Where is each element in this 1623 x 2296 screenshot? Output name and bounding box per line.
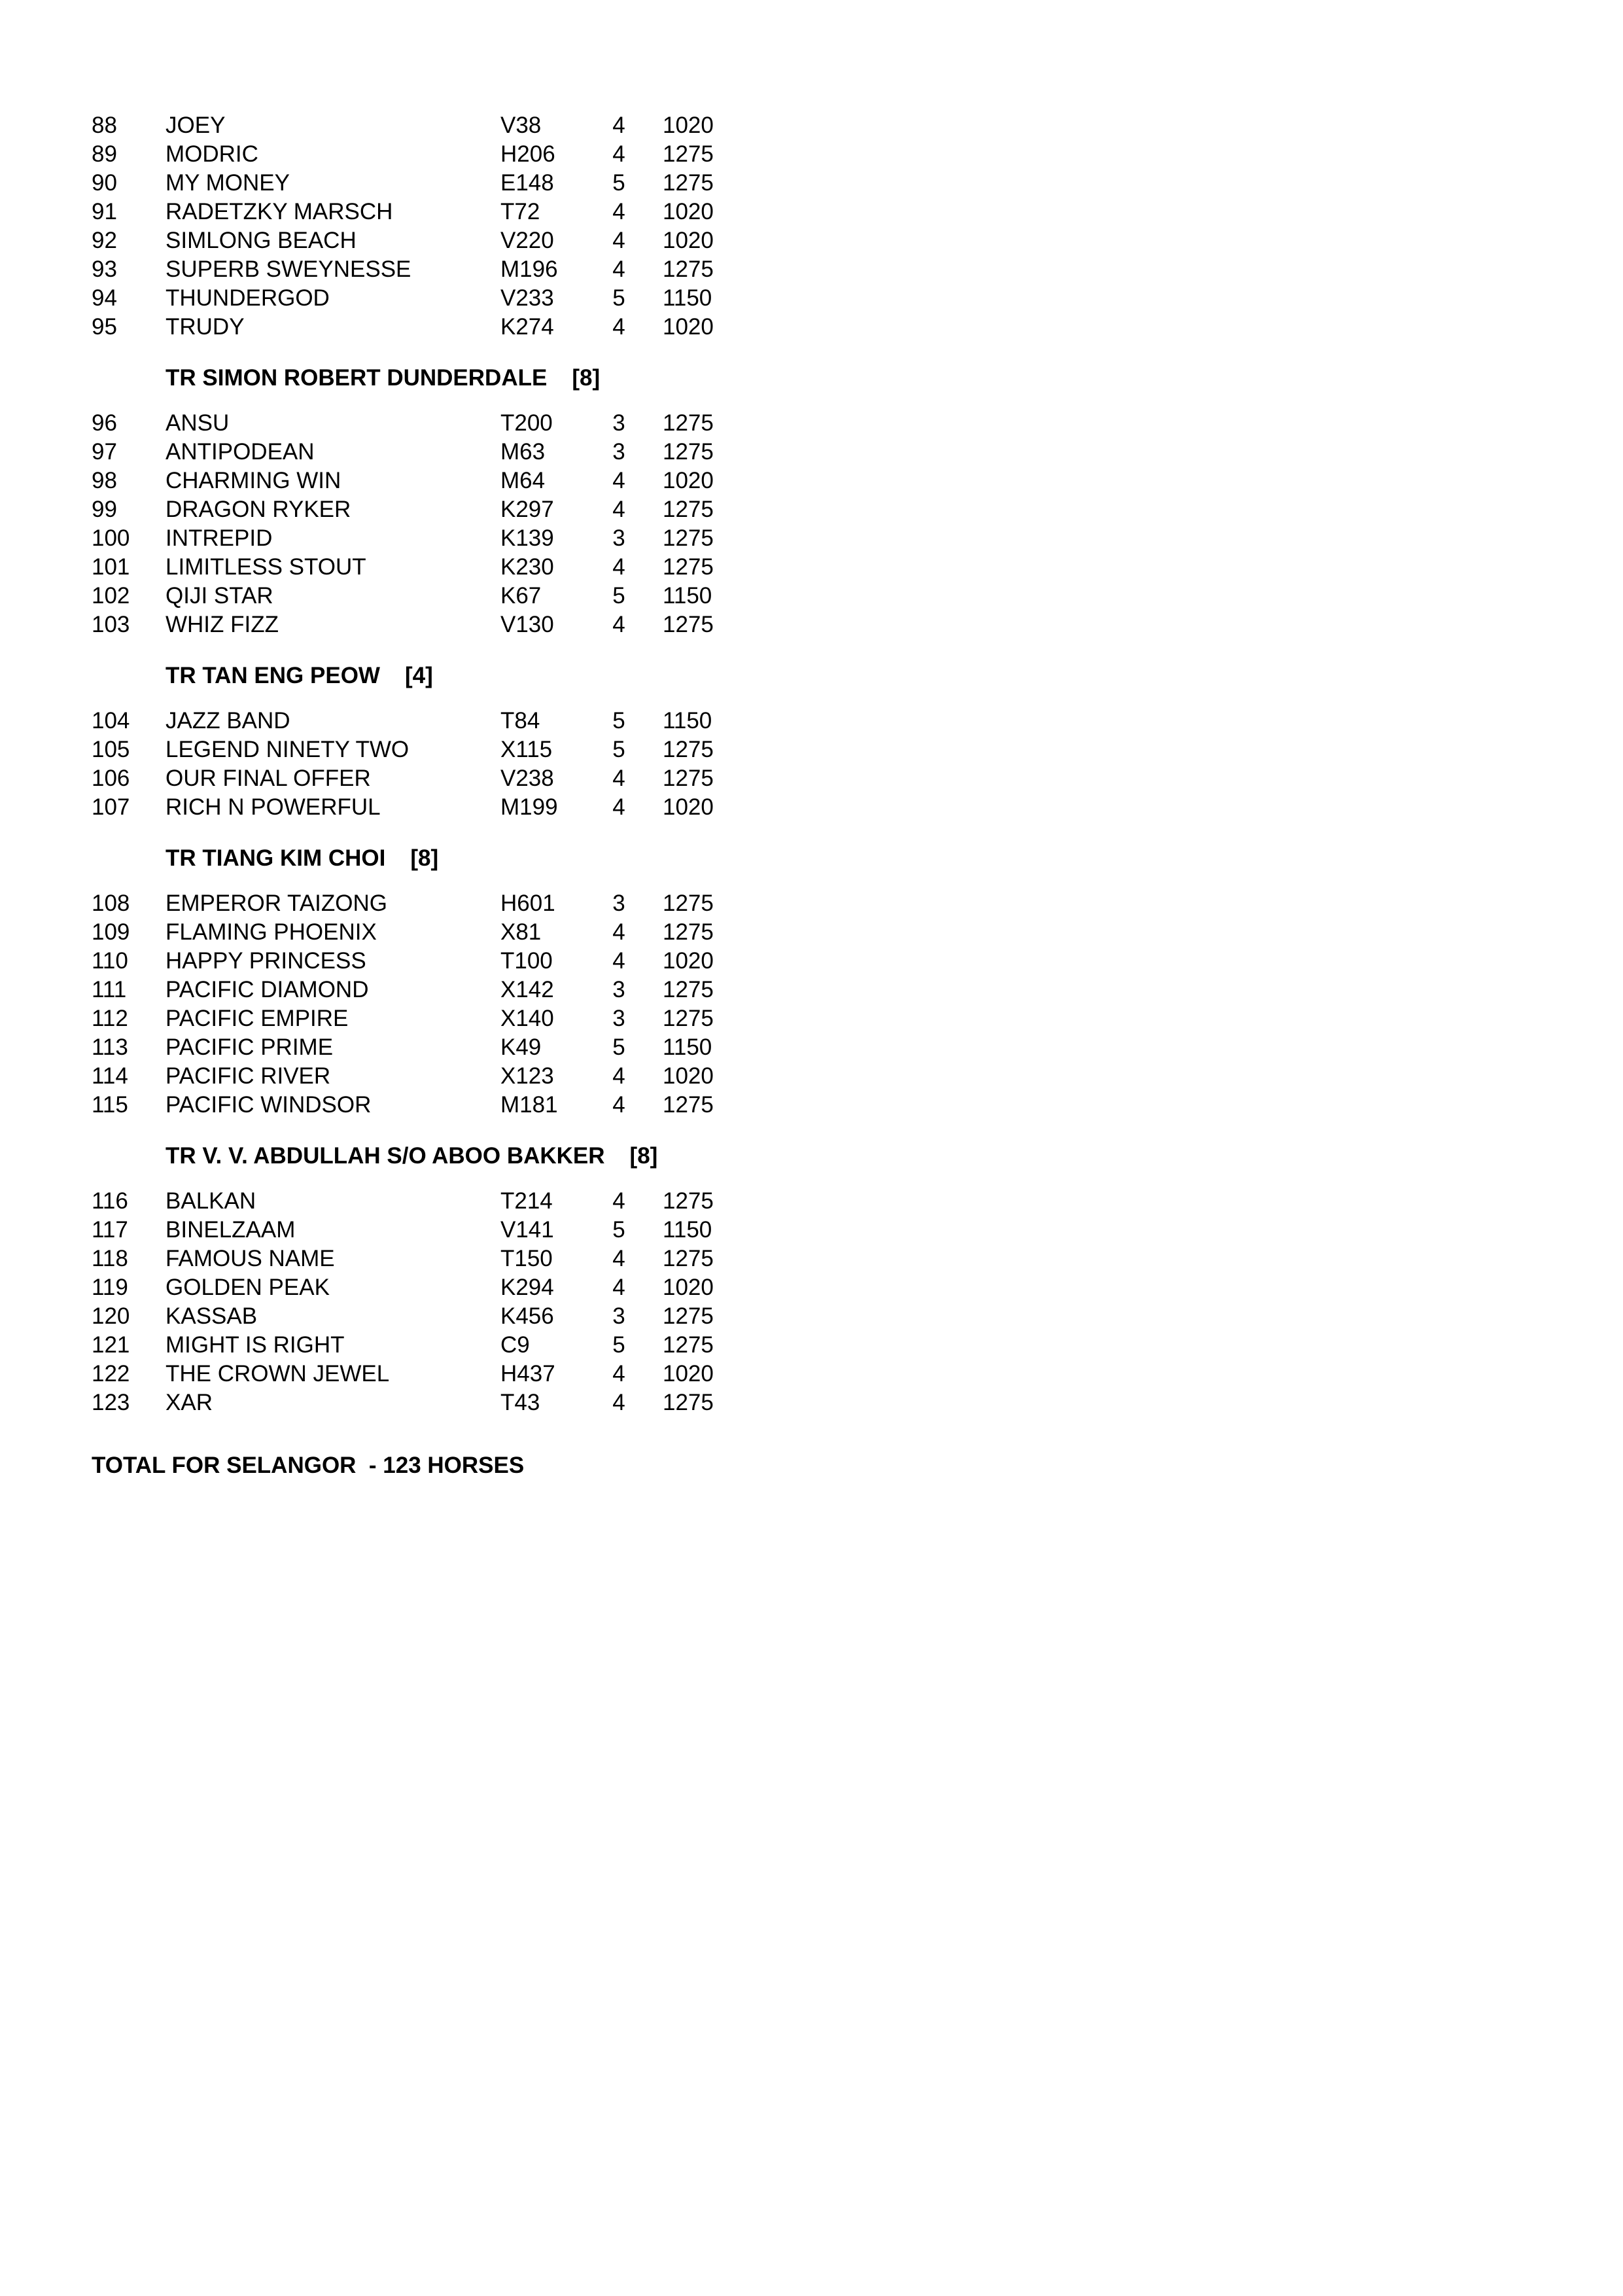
horse-age: 3: [612, 1303, 625, 1329]
horse-number: 112: [92, 1006, 128, 1031]
table-row: [0, 553, 1623, 582]
horse-name: MY MONEY: [166, 170, 290, 196]
horse-number: 95: [92, 314, 117, 340]
horse-age: 4: [612, 766, 625, 791]
horse-age: 4: [612, 1063, 625, 1089]
horse-age: 5: [612, 737, 625, 762]
horse-code: K230: [500, 554, 554, 580]
horse-number: 90: [92, 170, 117, 196]
horse-name: HAPPY PRINCESS: [166, 948, 366, 974]
table-row: [0, 707, 1623, 735]
horse-number: 120: [92, 1303, 130, 1329]
horse-code: H206: [500, 141, 555, 167]
horse-code: T43: [500, 1390, 540, 1415]
table-row: [0, 284, 1623, 313]
horse-age: 4: [612, 468, 625, 493]
horse-rating: 1275: [663, 170, 714, 196]
horse-age: 5: [612, 708, 625, 733]
horse-number: 114: [92, 1063, 128, 1089]
horse-rating: 1020: [663, 1063, 714, 1089]
horse-code: K297: [500, 497, 554, 522]
horse-code: T84: [500, 708, 540, 733]
horse-number: 102: [92, 583, 130, 609]
table-row: [0, 198, 1623, 226]
horse-name: RICH N POWERFUL: [166, 794, 381, 820]
horse-age: 4: [612, 919, 625, 945]
table-row: [0, 524, 1623, 553]
horse-number: 97: [92, 439, 117, 465]
table-row: [0, 1187, 1623, 1216]
table-row: [0, 438, 1623, 467]
table-row: [0, 313, 1623, 342]
horse-age: 3: [612, 977, 625, 1002]
horse-rating: 1020: [663, 314, 714, 340]
horse-code: V233: [500, 285, 554, 311]
table-row: [0, 918, 1623, 947]
horse-number: 91: [92, 199, 117, 224]
horse-code: K67: [500, 583, 542, 609]
horse-rating: 1150: [663, 708, 712, 733]
horse-age: 4: [612, 554, 625, 580]
horse-rating: 1150: [663, 583, 712, 609]
horse-name: FLAMING PHOENIX: [166, 919, 377, 945]
horse-age: 3: [612, 1006, 625, 1031]
horse-rating: 1275: [663, 737, 714, 762]
trainer-horse-count: [4]: [404, 663, 433, 688]
horse-code: V130: [500, 612, 554, 637]
table-row: [0, 495, 1623, 524]
table-row: [0, 226, 1623, 255]
horse-number: 113: [92, 1034, 128, 1060]
horse-rating: 1020: [663, 1275, 714, 1300]
horse-number: 101: [92, 554, 130, 580]
horse-number: 104: [92, 708, 130, 733]
horse-rating: 1020: [663, 1361, 714, 1386]
horse-name: SIMLONG BEACH: [166, 228, 357, 253]
horse-code: M196: [500, 256, 558, 282]
table-row: [0, 140, 1623, 169]
horse-code: K274: [500, 314, 554, 340]
horse-name: MODRIC: [166, 141, 258, 167]
horse-code: M63: [500, 439, 546, 465]
table-row: [0, 169, 1623, 198]
horse-name: QIJI STAR: [166, 583, 273, 609]
horse-name: THUNDERGOD: [166, 285, 330, 311]
horse-number: 106: [92, 766, 130, 791]
horse-age: 4: [612, 948, 625, 974]
horse-number: 89: [92, 141, 117, 167]
horse-age: 4: [612, 794, 625, 820]
horse-number: 98: [92, 468, 117, 493]
horse-name: JAZZ BAND: [166, 708, 290, 733]
horse-code: X81: [500, 919, 542, 945]
trainer-heading: [166, 662, 433, 690]
horse-number: 119: [92, 1275, 128, 1300]
horse-name: RADETZKY MARSCH: [166, 199, 393, 224]
horse-name: MIGHT IS RIGHT: [166, 1332, 345, 1358]
horse-age: 5: [612, 1034, 625, 1060]
horse-code: V238: [500, 766, 554, 791]
horse-rating: 1020: [663, 113, 714, 138]
horse-rating: 1275: [663, 891, 714, 916]
horse-code: V141: [500, 1217, 554, 1243]
trainer-name: TR SIMON ROBERT DUNDERDALE: [166, 365, 548, 391]
horse-code: T72: [500, 199, 540, 224]
horse-name: TRUDY: [166, 314, 245, 340]
horse-number: 110: [92, 948, 128, 974]
horse-code: K456: [500, 1303, 554, 1329]
horse-name: INTREPID: [166, 525, 273, 551]
horse-rating: 1275: [663, 1390, 714, 1415]
horse-name: FAMOUS NAME: [166, 1246, 335, 1271]
horse-number: 100: [92, 525, 130, 551]
horse-rating: 1020: [663, 948, 714, 974]
horse-number: 96: [92, 410, 117, 436]
horse-name: PACIFIC EMPIRE: [166, 1006, 349, 1031]
horse-age: 4: [612, 1275, 625, 1300]
horse-rating: 1275: [663, 1303, 714, 1329]
table-row: [0, 764, 1623, 793]
horse-number: 99: [92, 497, 117, 522]
horse-number: 105: [92, 737, 130, 762]
horse-number: 117: [92, 1217, 128, 1243]
horse-rating: 1275: [663, 1246, 714, 1271]
horse-age: 4: [612, 141, 625, 167]
horse-name: DRAGON RYKER: [166, 497, 351, 522]
horse-name: PACIFIC DIAMOND: [166, 977, 369, 1002]
horse-age: 4: [612, 1092, 625, 1118]
horse-age: 3: [612, 891, 625, 916]
table-row: [0, 467, 1623, 495]
horse-age: 4: [612, 228, 625, 253]
trainer-horse-count: [8]: [629, 1143, 658, 1169]
horse-rating: 1275: [663, 612, 714, 637]
horse-number: 108: [92, 891, 130, 916]
table-row: [0, 1216, 1623, 1245]
horse-rating: 1275: [663, 766, 714, 791]
horse-name: CHARMING WIN: [166, 468, 341, 493]
horse-code: X142: [500, 977, 554, 1002]
horse-code: C9: [500, 1332, 530, 1358]
table-row: [0, 1033, 1623, 1062]
horse-name: WHIZ FIZZ: [166, 612, 279, 637]
trainer-name: TR TIANG KIM CHOI: [166, 845, 386, 871]
horse-rating: 1020: [663, 794, 714, 820]
horse-age: 4: [612, 113, 625, 138]
horse-age: 3: [612, 439, 625, 465]
horse-name: BALKAN: [166, 1188, 256, 1214]
horse-rating: 1275: [663, 439, 714, 465]
horse-code: M64: [500, 468, 546, 493]
horse-code: T200: [500, 410, 553, 436]
horse-age: 3: [612, 525, 625, 551]
trainer-heading: [166, 364, 600, 393]
table-row: [0, 1360, 1623, 1388]
horse-name: BINELZAAM: [166, 1217, 296, 1243]
horse-code: V38: [500, 113, 542, 138]
horse-rating: 1150: [663, 1034, 712, 1060]
table-row: [0, 582, 1623, 610]
table-row: [0, 793, 1623, 822]
horse-rating: 1275: [663, 1188, 714, 1214]
horse-age: 4: [612, 256, 625, 282]
horse-name: PACIFIC RIVER: [166, 1063, 331, 1089]
horse-name: ANTIPODEAN: [166, 439, 315, 465]
horse-name: PACIFIC PRIME: [166, 1034, 334, 1060]
horse-name: EMPEROR TAIZONG: [166, 891, 388, 916]
horse-code: E148: [500, 170, 554, 196]
horse-number: 118: [92, 1246, 128, 1271]
horse-code: X140: [500, 1006, 554, 1031]
horse-age: 4: [612, 314, 625, 340]
horse-rating: 1275: [663, 525, 714, 551]
table-row: [0, 1302, 1623, 1331]
horse-name: SUPERB SWEYNESSE: [166, 256, 411, 282]
horse-code: V220: [500, 228, 554, 253]
horse-number: 122: [92, 1361, 130, 1386]
horse-rating: 1020: [663, 199, 714, 224]
horse-rating: 1020: [663, 228, 714, 253]
horse-code: X115: [500, 737, 553, 762]
horse-code: M181: [500, 1092, 558, 1118]
horse-rating: 1275: [663, 977, 714, 1002]
horse-name: LIMITLESS STOUT: [166, 554, 366, 580]
horse-name: THE CROWN JEWEL: [166, 1361, 390, 1386]
total-summary: TOTAL FOR SELANGOR - 123 HORSES: [92, 1453, 525, 1478]
horse-number: 103: [92, 612, 130, 637]
table-row: [0, 409, 1623, 438]
table-row: [0, 610, 1623, 639]
trainer-heading: [166, 1142, 657, 1171]
table-row: [0, 1062, 1623, 1091]
horse-name: GOLDEN PEAK: [166, 1275, 330, 1300]
horse-number: 111: [92, 977, 127, 1002]
horse-age: 4: [612, 1390, 625, 1415]
horse-code: H601: [500, 891, 555, 916]
horse-rating: 1275: [663, 410, 714, 436]
horse-number: 107: [92, 794, 130, 820]
table-row: [0, 1331, 1623, 1360]
horse-number: 123: [92, 1390, 130, 1415]
horse-rating: 1275: [663, 1332, 714, 1358]
horse-name: KASSAB: [166, 1303, 258, 1329]
trainer-name: TR TAN ENG PEOW: [166, 663, 380, 688]
horse-number: 92: [92, 228, 117, 253]
horse-age: 4: [612, 497, 625, 522]
horse-age: 3: [612, 410, 625, 436]
horse-name: OUR FINAL OFFER: [166, 766, 371, 791]
trainer-name: TR V. V. ABDULLAH S/O ABOO BAKKER: [166, 1143, 605, 1169]
horse-rating: 1275: [663, 1092, 714, 1118]
horse-name: PACIFIC WINDSOR: [166, 1092, 372, 1118]
horse-rating: 1275: [663, 554, 714, 580]
horse-code: K294: [500, 1275, 554, 1300]
horse-code: X123: [500, 1063, 554, 1089]
table-row: [0, 1004, 1623, 1033]
horse-rating: 1275: [663, 141, 714, 167]
table-row: [0, 111, 1623, 140]
horse-age: 4: [612, 612, 625, 637]
trainer-horse-count: [8]: [410, 845, 439, 871]
horse-number: 109: [92, 919, 130, 945]
horse-age: 4: [612, 1188, 625, 1214]
horse-code: K139: [500, 525, 554, 551]
table-row: [0, 889, 1623, 918]
horse-rating: 1150: [663, 285, 712, 311]
table-row: [0, 947, 1623, 976]
horse-age: 4: [612, 199, 625, 224]
horse-name: XAR: [166, 1390, 213, 1415]
table-row: [0, 1388, 1623, 1417]
horse-rating: 1275: [663, 1006, 714, 1031]
horse-age: 5: [612, 1217, 625, 1243]
table-row: [0, 1245, 1623, 1273]
horse-name: JOEY: [166, 113, 226, 138]
horse-number: 115: [92, 1092, 128, 1118]
horse-rating: 1275: [663, 919, 714, 945]
horse-rating: 1275: [663, 256, 714, 282]
horse-code: K49: [500, 1034, 542, 1060]
horse-number: 88: [92, 113, 117, 138]
horse-age: 4: [612, 1361, 625, 1386]
horse-number: 116: [92, 1188, 128, 1214]
horse-age: 5: [612, 285, 625, 311]
horse-age: 4: [612, 1246, 625, 1271]
table-row: [0, 1273, 1623, 1302]
horse-rating: 1275: [663, 497, 714, 522]
horse-rating: 1020: [663, 468, 714, 493]
horse-code: T214: [500, 1188, 553, 1214]
horse-name: LEGEND NINETY TWO: [166, 737, 410, 762]
horse-age: 5: [612, 170, 625, 196]
horse-number: 93: [92, 256, 117, 282]
horse-rating: 1150: [663, 1217, 712, 1243]
horse-number: 121: [92, 1332, 130, 1358]
horse-code: H437: [500, 1361, 555, 1386]
horse-code: M199: [500, 794, 558, 820]
horse-age: 5: [612, 583, 625, 609]
table-row: [0, 976, 1623, 1004]
horse-age: 5: [612, 1332, 625, 1358]
table-row: [0, 735, 1623, 764]
horse-number: 94: [92, 285, 117, 311]
table-row: [0, 255, 1623, 284]
horse-code: T100: [500, 948, 553, 974]
table-row: [0, 1091, 1623, 1120]
horse-name: ANSU: [166, 410, 230, 436]
horse-code: T150: [500, 1246, 553, 1271]
trainer-heading: [166, 844, 438, 873]
trainer-horse-count: [8]: [572, 365, 601, 391]
